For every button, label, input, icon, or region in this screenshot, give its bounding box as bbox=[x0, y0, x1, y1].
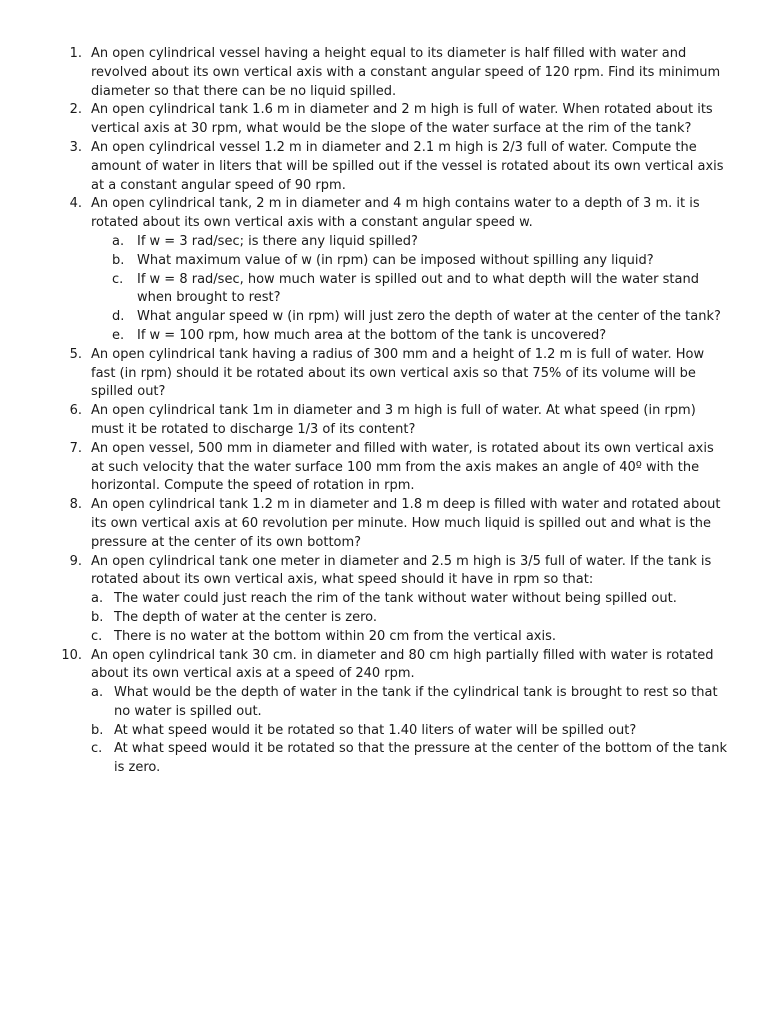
sub-question-list bbox=[91, 684, 730, 778]
problem-item bbox=[0, 195, 768, 345]
sub-question-letter: a. bbox=[91, 685, 104, 701]
sub-question-text: At what speed would it be rotated so that the pressure at the center of the bottom of the tank is zero. bbox=[114, 741, 727, 776]
problem-number: 2. bbox=[69, 102, 82, 118]
problem-list bbox=[0, 45, 768, 778]
problem-text: An open cylindrical tank 1m in diameter and 3 m high is full of water. At what speed (in rpm) must it be rotated to discharge 1/3 of its content? bbox=[91, 403, 696, 437]
problem-text: An open cylindrical tank having a radius of 300 mm and a height of 1.2 m is full of water. How fast (in rpm) should it be rotated about its own vertical axis so that 75% of its volume will be spilled out? bbox=[91, 346, 705, 400]
problem-text: An open cylindrical tank 30 cm. in diameter and 80 cm high partially filled with water is rotated about its own vertical axis at a speed of 240 rpm. bbox=[91, 647, 714, 682]
problem-text: An open cylindrical tank one meter in diameter and 2.5 m high is 3/5 full of water. If the tank is rotated about its own vertical axis, what speed should it have in rpm so that: bbox=[91, 553, 712, 588]
sub-question bbox=[91, 609, 730, 628]
sub-question-text: If w = 100 rpm, how much area at the bottom of the tank is uncovered? bbox=[137, 327, 607, 343]
problem-item bbox=[0, 647, 768, 779]
sub-question-list bbox=[91, 233, 730, 346]
problem-item bbox=[0, 45, 768, 101]
sub-question-text: If w = 3 rad/sec; is there any liquid spilled? bbox=[137, 233, 418, 249]
problem-text: An open cylindrical tank 1.6 m in diameter and 2 m high is full of water. When rotated about its vertical axis at 30 rpm, what would be the slope of the water surface at the rim of the tank? bbox=[91, 102, 713, 137]
sub-question-text: What angular speed w (in rpm) will just zero the depth of water at the center of the tank? bbox=[137, 309, 721, 325]
sub-question bbox=[91, 271, 730, 309]
sub-question-text: There is no water at the bottom within 20 cm from the vertical axis. bbox=[114, 628, 557, 644]
sub-question-text: What would be the depth of water in the tank if the cylindrical tank is brought to rest so that no water is spilled out. bbox=[114, 685, 718, 719]
sub-question bbox=[91, 308, 730, 327]
problem-item bbox=[0, 402, 768, 440]
sub-question-list bbox=[91, 590, 730, 646]
sub-question-letter: d. bbox=[112, 309, 125, 325]
problem-number: 1. bbox=[69, 46, 82, 61]
sub-question-letter: a. bbox=[91, 591, 104, 607]
sub-question-text: The depth of water at the center is zero. bbox=[114, 609, 377, 625]
sub-question-text: If w = 8 rad/sec, how much water is spilled out and to what depth will the water stand when brought to rest? bbox=[137, 271, 699, 306]
sub-question bbox=[91, 740, 730, 778]
problem-number: 7. bbox=[69, 440, 82, 456]
problem-text: An open cylindrical vessel having a height equal to its diameter is half filled with water and revolved about its own vertical axis with a constant angular speed of 120 rpm. Find its minimum diameter so that there can be no liquid spilled. bbox=[91, 46, 721, 99]
problem-number: 5. bbox=[69, 346, 82, 362]
sub-question bbox=[91, 684, 730, 722]
sub-question-letter: c. bbox=[91, 741, 103, 757]
problem-item bbox=[0, 440, 768, 496]
problem-item bbox=[0, 101, 768, 139]
sub-question-letter: b. bbox=[112, 252, 125, 268]
problem-number: 6. bbox=[69, 403, 82, 419]
problem-item bbox=[0, 496, 768, 552]
sub-question-letter: b. bbox=[91, 609, 104, 625]
problem-item bbox=[0, 346, 768, 402]
problem-number: 8. bbox=[69, 497, 82, 513]
sub-question bbox=[91, 590, 730, 609]
sub-question-letter: b. bbox=[91, 722, 104, 738]
sub-question-letter: c. bbox=[91, 628, 103, 644]
sub-question-letter: a. bbox=[112, 233, 125, 249]
problem-text: An open cylindrical tank 1.2 m in diameter and 1.8 m deep is filled with water and rotated about its own vertical axis at 60 revolution per minute. How much liquid is spilled out and what is the pressure at the center of its own bottom? bbox=[91, 497, 721, 550]
sub-question bbox=[91, 327, 730, 346]
sub-question-letter: c. bbox=[112, 271, 124, 287]
sub-question-letter: e. bbox=[112, 327, 125, 343]
problem-text: An open vessel, 500 mm in diameter and filled with water, is rotated about its own vertical axis at such velocity that the water surface 100 mm from the axis makes an angle of 40º with the horizontal. Compute the speed of rotation in rpm. bbox=[91, 440, 714, 494]
sub-question bbox=[91, 722, 730, 741]
sub-question-text: At what speed would it be rotated so that 1.40 liters of water will be spilled out? bbox=[114, 722, 637, 738]
problem-text: An open cylindrical tank, 2 m in diameter and 4 m high contains water to a depth of 3 m. it is rotated about its own vertical axis with a constant angular speed w. bbox=[91, 196, 700, 231]
problem-number: 4. bbox=[69, 196, 82, 212]
problem-number: 3. bbox=[69, 139, 82, 155]
sub-question-text: What maximum value of w (in rpm) can be imposed without spilling any liquid? bbox=[137, 252, 654, 268]
problem-item bbox=[0, 139, 768, 195]
sub-question-text: The water could just reach the rim of the tank without water without being spilled out. bbox=[114, 591, 677, 607]
sub-question bbox=[91, 628, 730, 647]
problem-text: An open cylindrical vessel 1.2 m in diameter and 2.1 m high is 2/3 full of water. Compute the amount of water in liters that will be spilled out if the vessel is rotated about its own vertical axis at a constant angular speed of 90 rpm. bbox=[91, 139, 724, 193]
problem-item bbox=[0, 553, 768, 647]
sub-question bbox=[91, 233, 730, 252]
problem-number: 9. bbox=[69, 553, 82, 569]
sub-question bbox=[91, 252, 730, 271]
problem-number: 10. bbox=[61, 647, 82, 663]
